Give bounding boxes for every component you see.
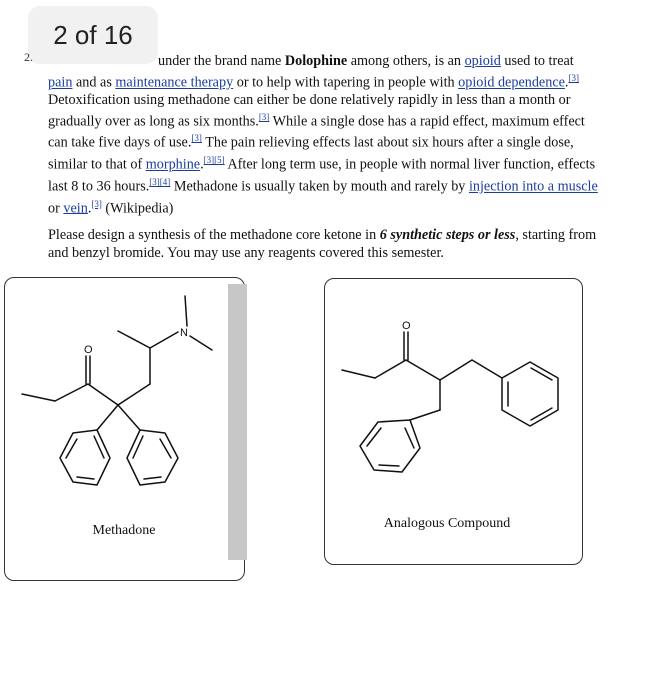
link-injection-muscle[interactable]: injection into a muscle: [468, 178, 598, 195]
reference-link[interactable]: [3]: [258, 111, 270, 122]
methadone-structure: [22, 296, 212, 485]
aromatic-bond: [405, 428, 414, 448]
intro-text: Detoxification using methadone can either be done relatively rapidly in less than a month or gradually over as long as six months.: [48, 91, 571, 130]
reference-link[interactable]: [3]: [191, 133, 202, 144]
link-vein[interactable]: vein: [63, 200, 88, 217]
aromatic-bond: [379, 465, 399, 466]
bond: [97, 405, 118, 430]
intro-text: While a single dose has a rapid effect, maximum effect can take five days of use.: [48, 113, 585, 152]
aromatic-bond: [367, 428, 381, 446]
nitrogen-label: N: [180, 327, 188, 339]
bond: [472, 360, 502, 378]
bond: [55, 384, 88, 401]
intro-text: The pain relieving effects last about six hours after a single dose, similar to that of: [48, 135, 574, 173]
bond: [22, 394, 55, 401]
aromatic-bond: [531, 408, 552, 420]
link-morphine[interactable]: morphine: [145, 156, 201, 173]
bond: [190, 336, 212, 350]
aromatic-bond: [94, 436, 104, 458]
oxygen-label: O: [84, 344, 93, 356]
reference-link[interactable]: [3][4]: [149, 176, 171, 187]
bond: [410, 410, 440, 420]
benzene-ring: [60, 430, 110, 485]
link-maintenance-therapy[interactable]: maintenance therapy: [115, 74, 234, 91]
intro-text: .: [564, 74, 569, 91]
bond: [406, 360, 440, 380]
bond: [118, 405, 140, 430]
bond: [185, 296, 187, 326]
intro-text: and as: [72, 74, 116, 91]
aromatic-bond: [133, 436, 143, 458]
aromatic-bond: [77, 477, 94, 479]
bond: [88, 384, 118, 405]
intro-text: among others, is an: [347, 53, 465, 69]
intro-text: Methadone is usually taken by mouth and rarely by: [170, 178, 469, 195]
intro-text: After long term use, in people with normal liver function, effects last 8 to 36 hours.: [48, 156, 596, 195]
intro-text: under the brand name: [158, 53, 285, 69]
bond: [342, 370, 375, 378]
brand-name: Dolophine: [284, 53, 348, 69]
bond: [440, 360, 472, 380]
bond: [118, 331, 150, 348]
intro-text: or to help with tapering in people with: [233, 74, 459, 91]
analogous-compound-structure: [342, 332, 558, 472]
reference-link[interactable]: [3]: [568, 73, 579, 83]
intro-text: or: [48, 200, 64, 217]
intro-text: .: [87, 200, 92, 217]
methadone-caption: Methadone: [92, 523, 156, 538]
question-number: 2.: [24, 50, 33, 64]
link-pain[interactable]: pain: [48, 74, 73, 91]
reference-link[interactable]: [3]: [91, 198, 102, 209]
bond: [150, 332, 178, 348]
page-counter: 2 of 16: [28, 6, 158, 64]
aromatic-bond: [531, 368, 552, 380]
link-opioid[interactable]: opioid: [464, 53, 501, 69]
benzene-ring: [502, 362, 558, 426]
intro-text: (Wikipedia): [101, 200, 174, 217]
task-text: Please design a synthesis of the methadone core ketone in: [48, 227, 380, 243]
task-emphasis: 6 synthetic steps or less: [379, 227, 516, 243]
bond: [375, 360, 406, 378]
oxygen-label: O: [402, 320, 411, 332]
link-opioid-dependence[interactable]: opioid dependence: [458, 74, 565, 91]
bond: [118, 384, 150, 405]
intro-text: used to treat: [500, 53, 574, 69]
aromatic-bond: [144, 477, 161, 479]
reference-link[interactable]: [3][5]: [203, 155, 225, 166]
intro-text: .: [200, 156, 204, 173]
task-text: , starting from and benzyl bromide. You may use any reagents covered this semester.: [48, 227, 597, 261]
benzene-ring: [360, 420, 420, 472]
analog-caption: Analogous Compound: [383, 516, 511, 531]
